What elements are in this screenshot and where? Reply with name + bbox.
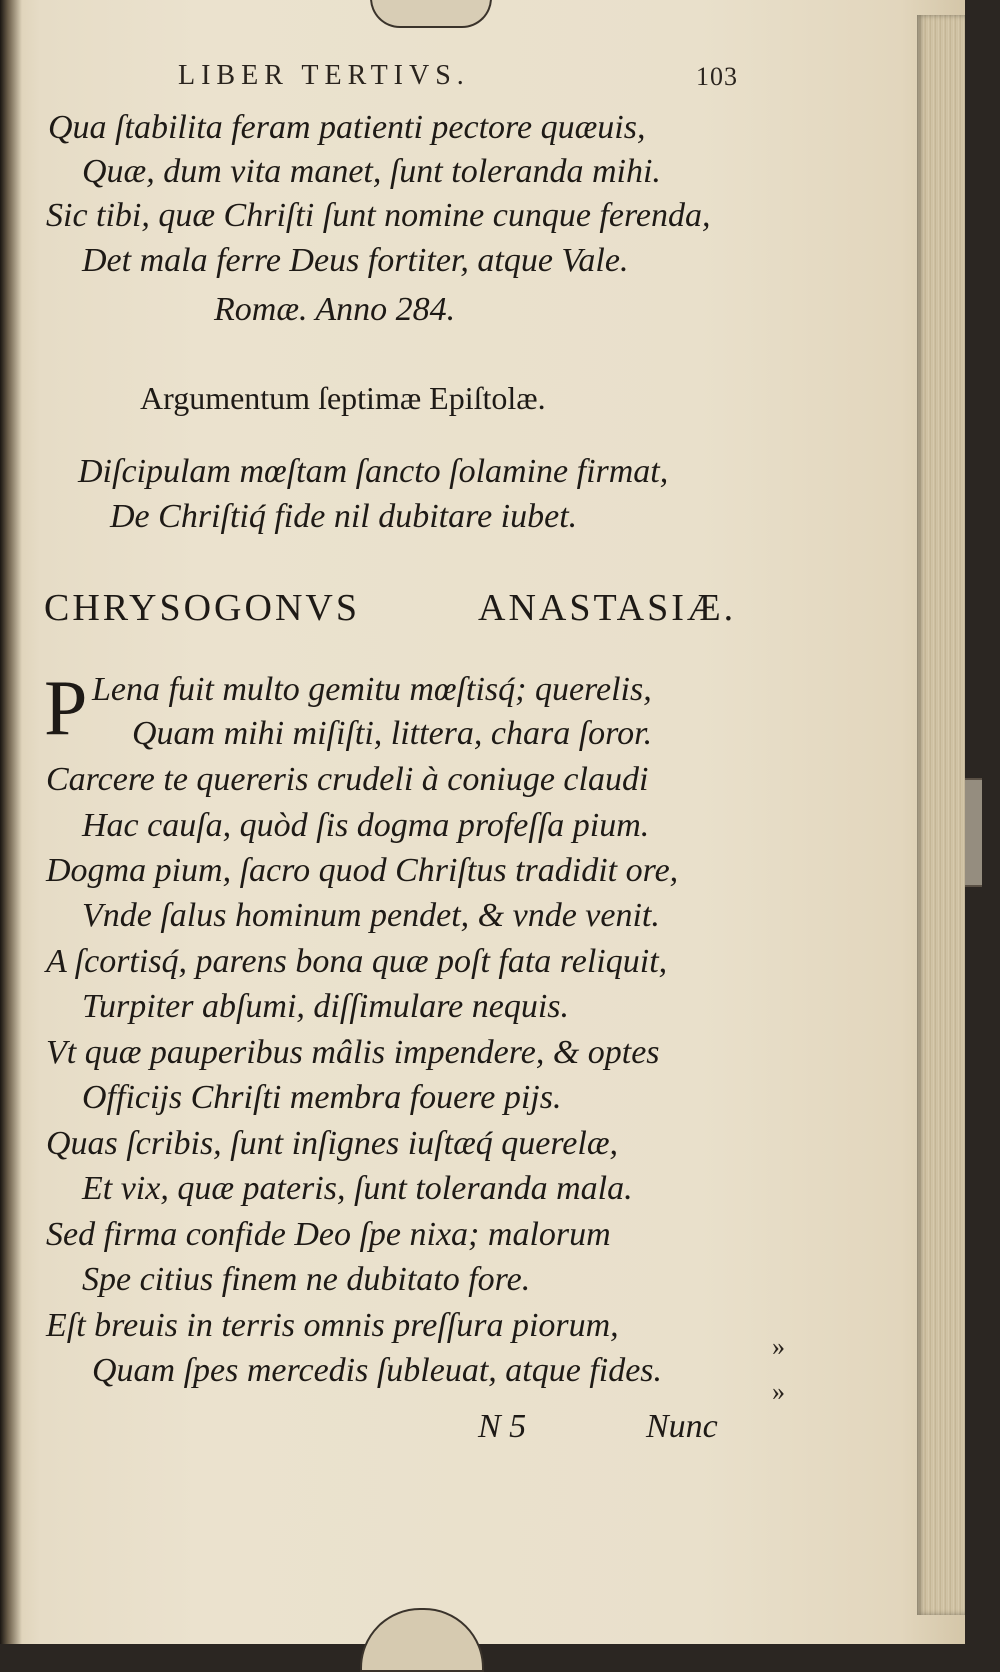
margin-quote-mark: »: [772, 1377, 785, 1406]
argument-title: Argumentum ſeptimæ Epiſtolæ.: [140, 380, 546, 416]
date-line: Romæ. Anno 284.: [214, 291, 456, 328]
verse-line: Quam ſpes mercedis ſubleuat, atque fides.: [92, 1352, 663, 1389]
verse-line: Hac cauſa, quòd ſis dogma profeſſa pium.: [82, 807, 650, 844]
letter-sender: CHRYSOGONVS: [44, 587, 360, 629]
verse-line: Det mala ferre Deus fortiter, atque Vale.: [82, 242, 629, 279]
verse-line: Sic tibi, quæ Chriſti ſunt nomine cunque ferenda,: [46, 197, 711, 234]
verse-line: Dogma pium, ſacro quod Chriſtus tradidit ore,: [46, 852, 679, 889]
verse-line: Et vix, quæ pateris, ſunt toleranda mala.: [82, 1170, 633, 1207]
drop-cap: P: [44, 664, 88, 751]
verse-line: Officijs Chriſti membra fouere pijs.: [82, 1079, 562, 1116]
top-clip: [370, 0, 492, 28]
verse-line: Vnde ſalus hominum pendet, & vnde venit.: [82, 897, 660, 934]
page-number: 103: [696, 62, 738, 91]
argument-line: Diſcipulam mœſtam ſancto ſolamine firmat,: [78, 453, 669, 490]
bottom-clip: [360, 1608, 484, 1672]
verse-line: Eſt breuis in terris omnis preſſura piorum,: [46, 1307, 619, 1344]
argument-line: De Chriſtiq́ fide nil dubitare iubet.: [110, 498, 578, 535]
verse-line: Lena fuit multo gemitu mœſtisq́; querelis,: [92, 671, 652, 708]
verse-line: Carcere te quereris crudeli à coniuge claudi: [46, 761, 649, 798]
page-edges: [917, 15, 965, 1615]
verse-line: Quam mihi miſiſti, littera, chara ſoror.: [132, 715, 653, 752]
verse-line: Vt quæ pauperibus mâlis impendere, & optes: [46, 1034, 660, 1071]
gutter-shadow: [0, 0, 22, 1644]
verse-line: Turpiter abſumi, diſſimulare nequis.: [82, 988, 570, 1025]
margin-quote-mark: »: [772, 1332, 785, 1361]
running-title: LIBER TERTIVS.: [178, 60, 470, 91]
signature-mark: N 5: [478, 1408, 527, 1445]
verse-line: Quæ, dum vita manet, ſunt toleranda mihi.: [82, 153, 661, 190]
verse-line: Sed firma confide Deo ſpe nixa; malorum: [46, 1216, 611, 1253]
verse-line: Quas ſcribis, ſunt inſignes iuſtæq́ querelæ,: [46, 1125, 619, 1162]
running-header: [178, 60, 738, 100]
letter-recipient: ANASTASIÆ.: [478, 587, 737, 629]
catchword: Nunc: [646, 1408, 718, 1445]
verse-line: Qua ſtabilita feram patienti pectore quæuis,: [48, 109, 646, 146]
verse-line: Spe citius finem ne dubitato fore.: [82, 1261, 531, 1298]
verse-line: A ſcortisq́, parens bona quæ poſt fata reliquit,: [46, 943, 668, 980]
